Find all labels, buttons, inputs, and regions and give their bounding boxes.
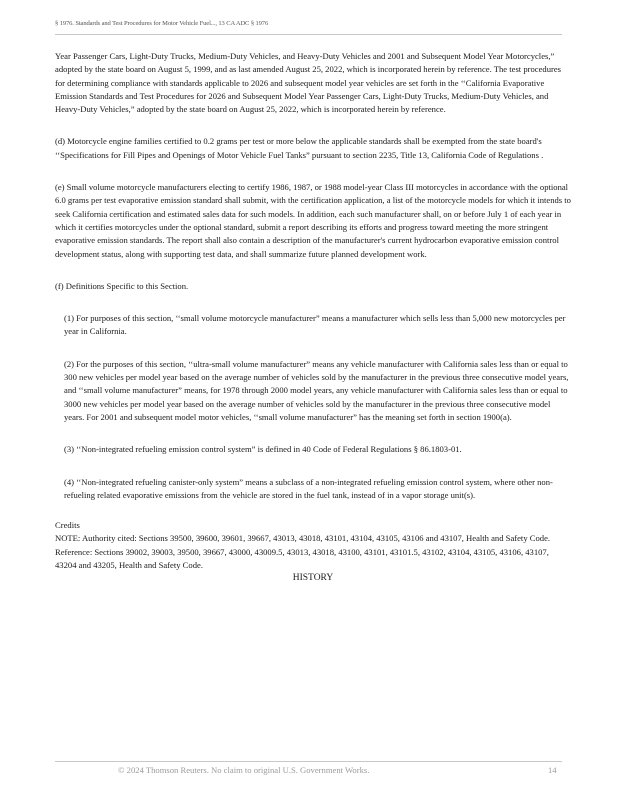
paragraph-e: (e) Small volume motorcycle manufacturers electing to certify 1986, 1987, or 1988 model-year Class III motorcycles in accordance with the optional 6.0 grams per test evaporative emission standard shall submit, with the certification application, a list of the motorcycle models for which it intends to seek California certification and estimated sales data for such models. In addition, each such manufacturer shall, on or before July 1 of each year in which it certifies motorcycles under the optional standard, submit a report describing its efforts and progress toward meeting the more stringent evaporative emission standards. The report shall also contain a description of the manufacturer's current hydrocarbon evaporative emission control development status, along with supporting test data, and shall summarize future planned development work. [55, 182, 571, 259]
document-body [55, 50, 571, 586]
page-number: 14 [548, 765, 557, 775]
footer-copyright: © 2024 Thomson Reuters. No claim to original U.S. Government Works. [118, 765, 370, 775]
paragraph-d: (d) Motorcycle engine families certified to 0.2 grams per test or more below the applicable standards shall be exempted from the state board's ‘‘Specifications for Fill Pipes and Openings of Motor Vehicle Fuel Tanks” pursuant to section 2235, Title 13, California Code of Regulations . [55, 136, 544, 160]
history-heading: HISTORY [292, 573, 334, 584]
paragraph-f1: (1) For purposes of this section, ‘‘small volume motorcycle manufacturer” means a manufacturer which sells less than 5,000 new motorcycles per year in California. [64, 313, 566, 337]
paragraph-f3: (3) ‘‘Non-integrated refueling emission control system” is defined in 40 Code of Federal Regulations § 86.1803-01. [64, 444, 462, 455]
running-head: § 1976. Standards and Test Procedures for Motor Vehicle Fuel..., 13 CA ADC § 1976 [55, 20, 269, 27]
paragraph-f2: (2) For the purposes of this section, ‘‘ultra-small volume manufacturer” means any vehicle manufacturer with California sales less than or equal to 300 new vehicles per model year based on the average number of vehicles sold by the manufacturer in the previous three consecutive model years, and ‘‘small volume manufacturer” means, for 1978 through 2000 model years, any vehicle manufacturer with California sales less than or equal to 3000 new vehicles per model year based on the average number of vehicles sold by the manufacturer in the previous three consecutive model years. For 2001 and subsequent model motor vehicles, ‘‘small volume manufacturer” has the meaning set forth in section 1900(a). [64, 358, 569, 422]
footer-divider [55, 761, 562, 762]
paragraph-f-heading: (f) Definitions Specific to this Section. [55, 280, 189, 291]
credits-note: NOTE: Authority cited: Sections 39500, 39600, 39601, 39667, 43013, 43018, 43101, 43104, 43105, 43106 and 43107, Health and Safety Code. Reference: Sections 39002, 39003, 39500, 39667, 43000, 43009.5, 43013, 43018, 43100, 43101, 43101.5, 43102, 43104, 43105, 43106, 43107, 43204 and 43205, Health and Safety Code. [55, 533, 551, 571]
paragraph-f4: (4) ‘‘Non-integrated refueling canister-only system” means a subclass of a non-integrated refueling emission control system, where other non-refueling related evaporative emissions from the vehicle are stored in the fuel tank, instead of in a vapor storage unit(s). [64, 476, 553, 500]
credits-title: Credits [55, 520, 80, 531]
paragraph-intro: Year Passenger Cars, Light-Duty Trucks, Medium-Duty Vehicles, and Heavy-Duty Vehicles and 2001 and Subsequent Model Year Motorcycles,” adopted by the state board on August 5, 1999, and as last amended August 25, 2022, which is incorporated herein by reference. The test procedures for determining compliance with standards applicable to 2026 and subsequent model year vehicles are set forth in the ‘‘California Evaporative Emission Standards and Test Procedures for 2026 and Subsequent Model Year Passenger Cars, Light-Duty Trucks, Medium-Duty Vehicles, and Heavy-Duty Vehicles,” adopted by the state board on August 25, 2022, which is incorporated herein by reference. [55, 51, 562, 115]
header-divider [55, 34, 562, 35]
